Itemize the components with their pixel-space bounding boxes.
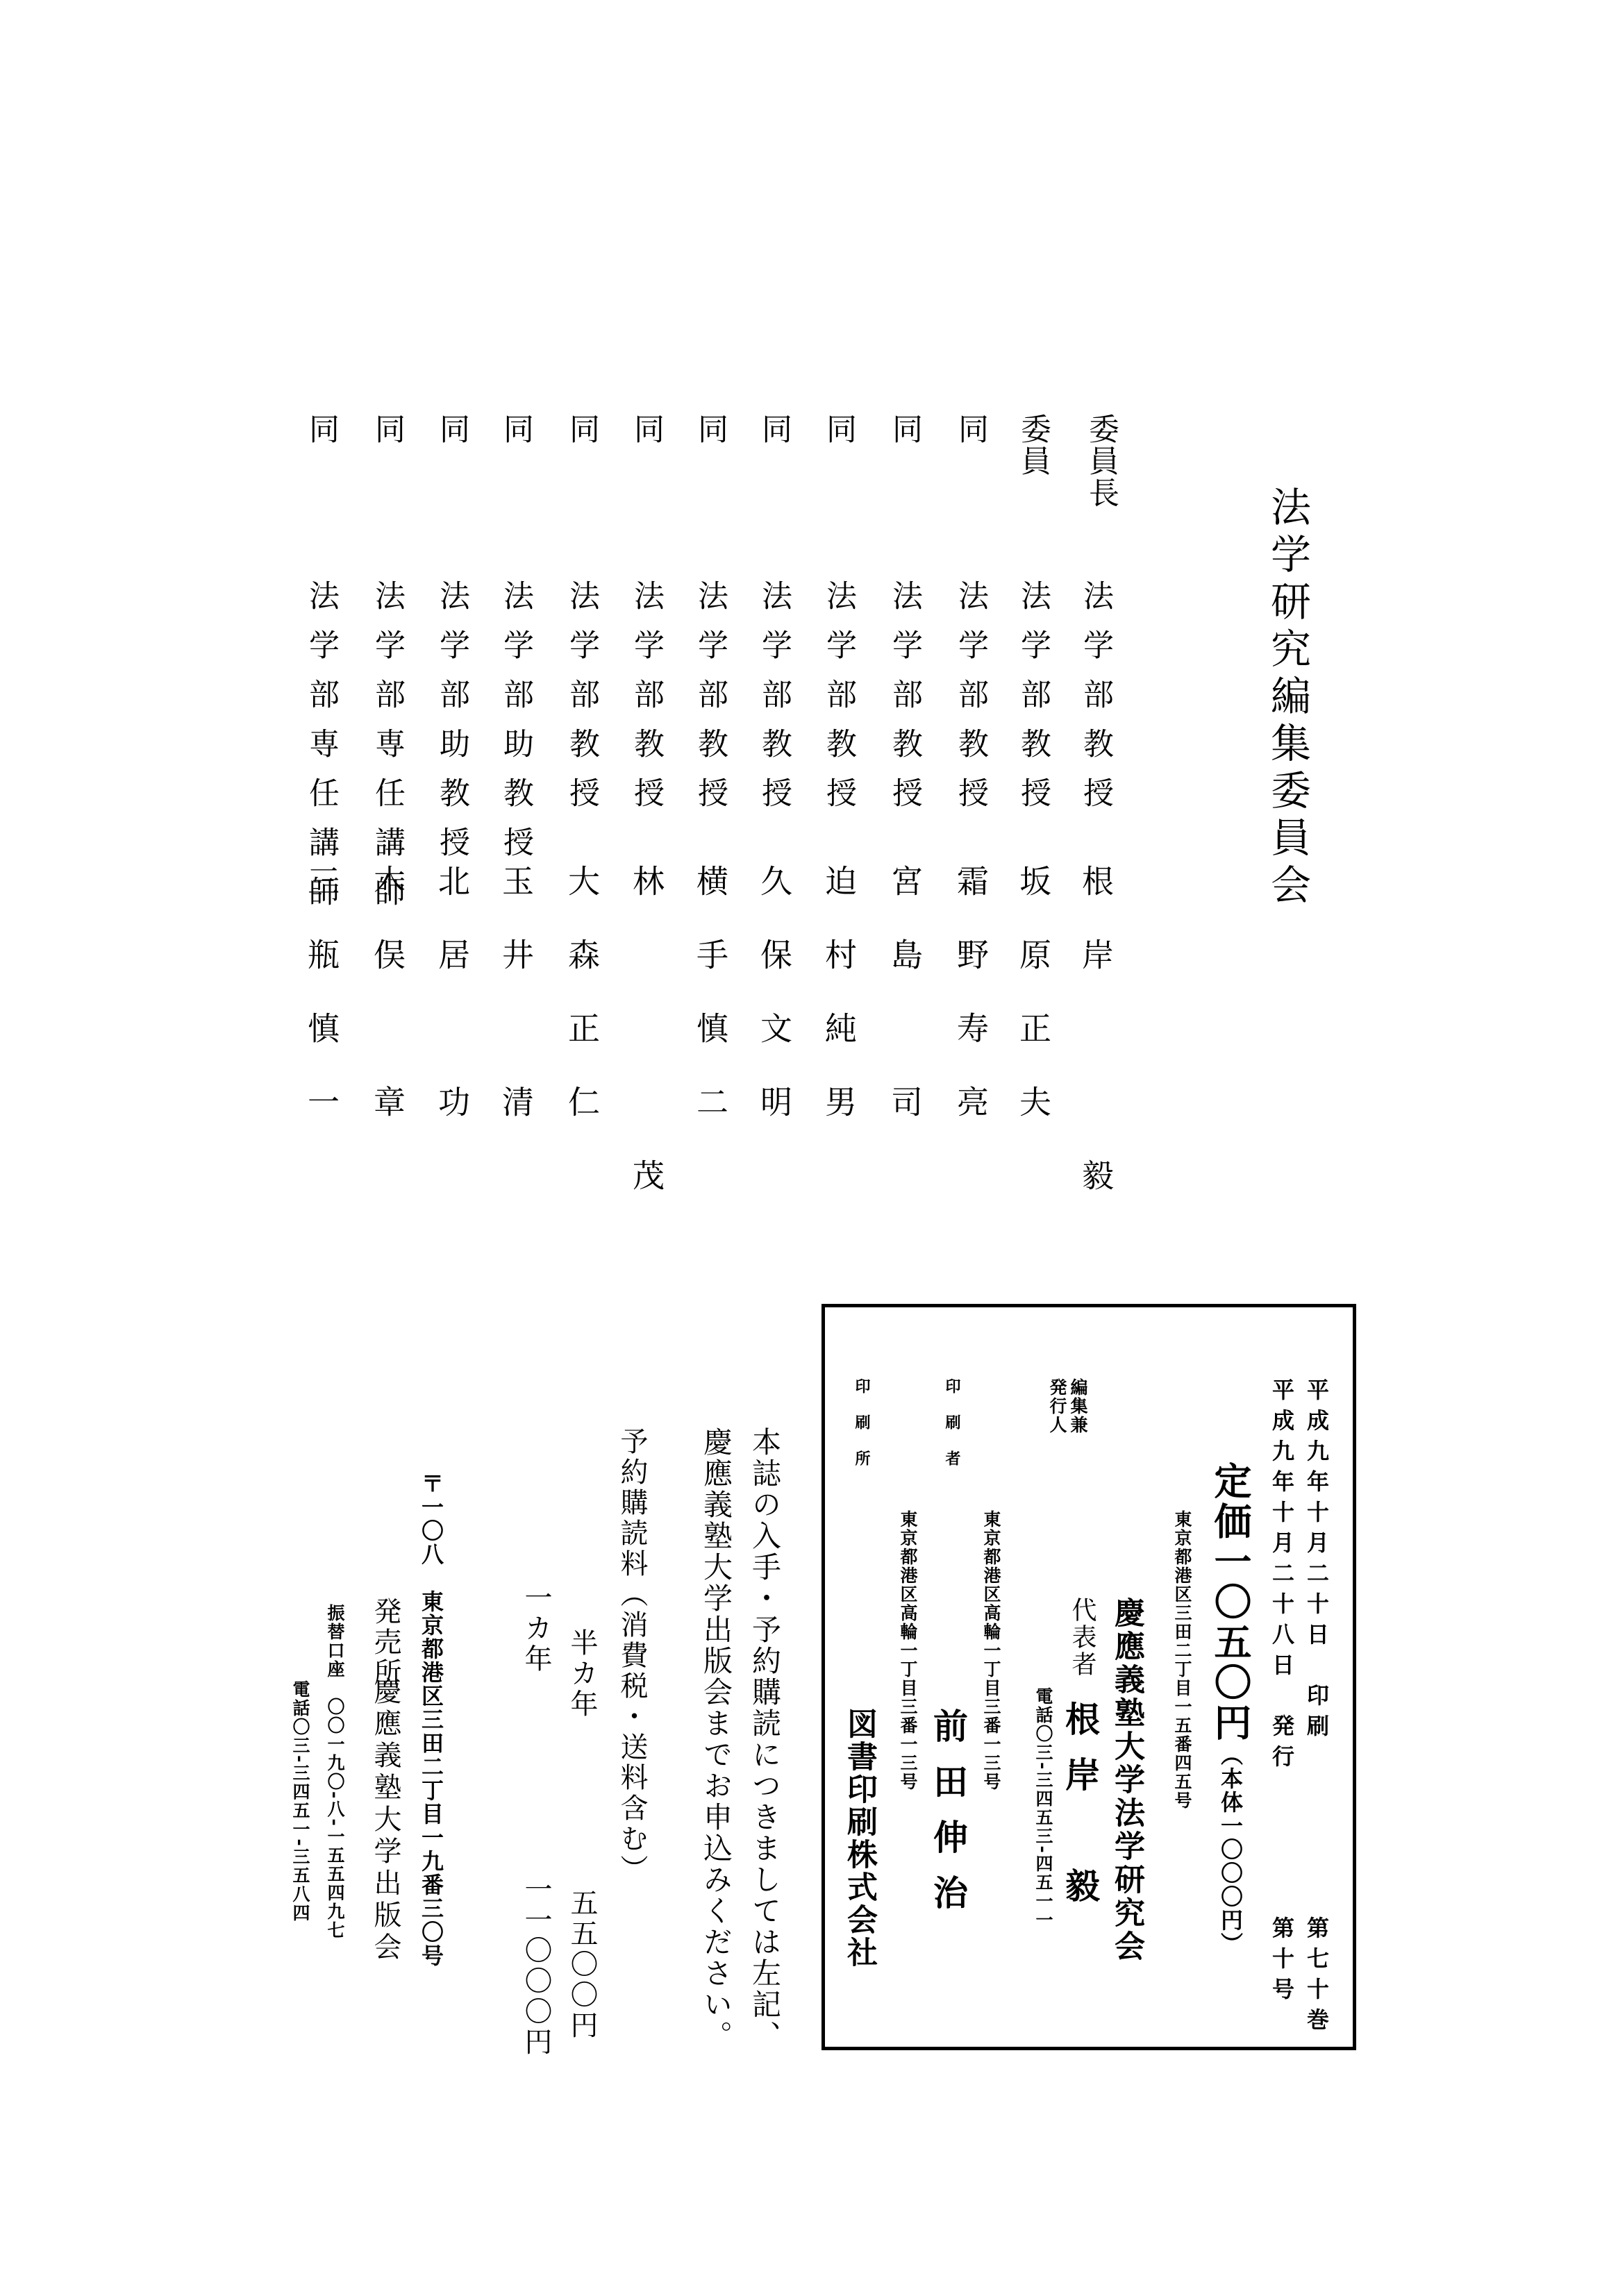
publisher-address: 東京都港区三田二丁目一五番四五号 <box>1172 1510 1192 1810</box>
member-name: 林 茂 <box>628 864 665 1232</box>
one-year-label: 一カ年 <box>520 1583 552 1675</box>
issue-number: 第十号 <box>1269 1916 1295 2008</box>
distributor-label: 発売所 <box>369 1597 401 1689</box>
member-name: 久保文明 <box>756 864 793 1159</box>
publisher-phone: 電話〇三-三四五三-四五一一 <box>1033 1687 1053 1929</box>
committee-title: 法学研究編集委員会 <box>1264 486 1311 911</box>
half-year-price: 五五〇〇円 <box>566 1888 598 2041</box>
publisher-label-1: 編集兼 <box>1068 1378 1088 1434</box>
printer-name: 前田伸治 <box>928 1708 969 1930</box>
member-name: 横手慎二 <box>692 864 729 1159</box>
member-name: 迫村純男 <box>820 864 858 1159</box>
printshop-label: 印刷所 <box>853 1378 871 1486</box>
member-name: 坂原正夫 <box>1015 864 1052 1159</box>
representative-label: 代表者 <box>1068 1597 1096 1678</box>
member-position: 法学部教授 <box>628 580 664 826</box>
member-position: 法学部教授 <box>1078 580 1113 826</box>
member-role: 同 <box>564 413 599 444</box>
price-note: （本体一〇〇〇円） <box>1217 1743 1244 1956</box>
member-name: 木俣 章 <box>369 864 406 1159</box>
member-role: 同 <box>369 413 405 444</box>
member-role: 同 <box>887 413 922 444</box>
printshop-address: 東京都港区高輪一丁目三番一三号 <box>898 1510 918 1791</box>
subscription-heading: 予約購読料（消費税・送料含む） <box>616 1427 648 1885</box>
printer-label: 印刷者 <box>943 1378 961 1486</box>
distributor-name: 慶應義塾大学出版会 <box>369 1677 401 1964</box>
member-position: 法学部教授 <box>821 580 856 826</box>
member-role: 同 <box>821 413 856 444</box>
member-role: 同 <box>434 413 469 444</box>
member-position: 法学部専任講師 <box>303 580 339 925</box>
member-role: 同 <box>692 413 728 444</box>
member-name: 根岸 毅 <box>1077 864 1115 1232</box>
member-position: 法学部教授 <box>756 580 792 826</box>
notice-line-1: 本誌の入手・予約購読につきましては左記、 <box>748 1427 782 2052</box>
representative-name: 根岸 毅 <box>1060 1701 1101 1923</box>
member-name: 霜野寿亮 <box>952 864 990 1159</box>
publisher-org: 慶應義塾大学法学研究会 <box>1109 1597 1144 1963</box>
member-role: 委員長 <box>1083 413 1119 509</box>
member-name: 玉井 清 <box>497 864 535 1159</box>
member-role: 同 <box>303 413 339 444</box>
price <box>1208 1461 1253 1956</box>
member-position: 法学部助教授 <box>434 580 469 875</box>
member-role: 同 <box>498 413 533 444</box>
member-name: 宮島 司 <box>886 864 924 1159</box>
member-position: 法学部教授 <box>564 580 599 826</box>
distributor-address: 〒一〇八 東京都港区三田二丁目一九番三〇号 <box>418 1472 444 1968</box>
distributor-phone: 電話〇三-三四五一-三五八四 <box>290 1680 310 1922</box>
distributor-transfer: 振替口座 〇〇一九〇-八-一五五四九七 <box>325 1604 345 1940</box>
print-date-line <box>1303 1378 1330 2003</box>
member-position: 法学部教授 <box>953 580 988 826</box>
issue-date: 平成九年十月二十八日 発行 <box>1269 1378 1295 1775</box>
member-role: 同 <box>756 413 792 444</box>
member-position: 法学部教授 <box>887 580 922 826</box>
one-year-price: 一一〇〇〇円 <box>520 1875 552 2058</box>
price-main: 定価一〇五〇円 <box>1208 1461 1253 1743</box>
member-role: 同 <box>628 413 664 444</box>
printer-address: 東京都港区高輪一丁目三番一三号 <box>981 1510 1001 1791</box>
member-role: 同 <box>953 413 988 444</box>
member-role: 委員 <box>1015 413 1051 477</box>
publisher-label-2: 発行人 <box>1047 1378 1067 1434</box>
print-date: 平成九年十月二十日 印刷 <box>1303 1378 1330 1745</box>
member-name: 大森正仁 <box>563 864 601 1159</box>
member-position: 法学部教授 <box>1015 580 1051 826</box>
member-name: 三瓶慎一 <box>303 864 340 1159</box>
volume: 第七十巻 <box>1303 1916 1330 2038</box>
member-name: 北居 功 <box>433 864 471 1159</box>
printshop-name: 図書印刷株式会社 <box>842 1708 877 1969</box>
notice-line-2: 慶應義塾大学出版会までお申込みください。 <box>699 1427 733 2052</box>
member-position: 法学部専任講師 <box>369 580 405 925</box>
member-position: 法学部助教授 <box>498 580 533 875</box>
half-year-label: 半カ年 <box>566 1628 598 1720</box>
member-position: 法学部教授 <box>692 580 728 826</box>
